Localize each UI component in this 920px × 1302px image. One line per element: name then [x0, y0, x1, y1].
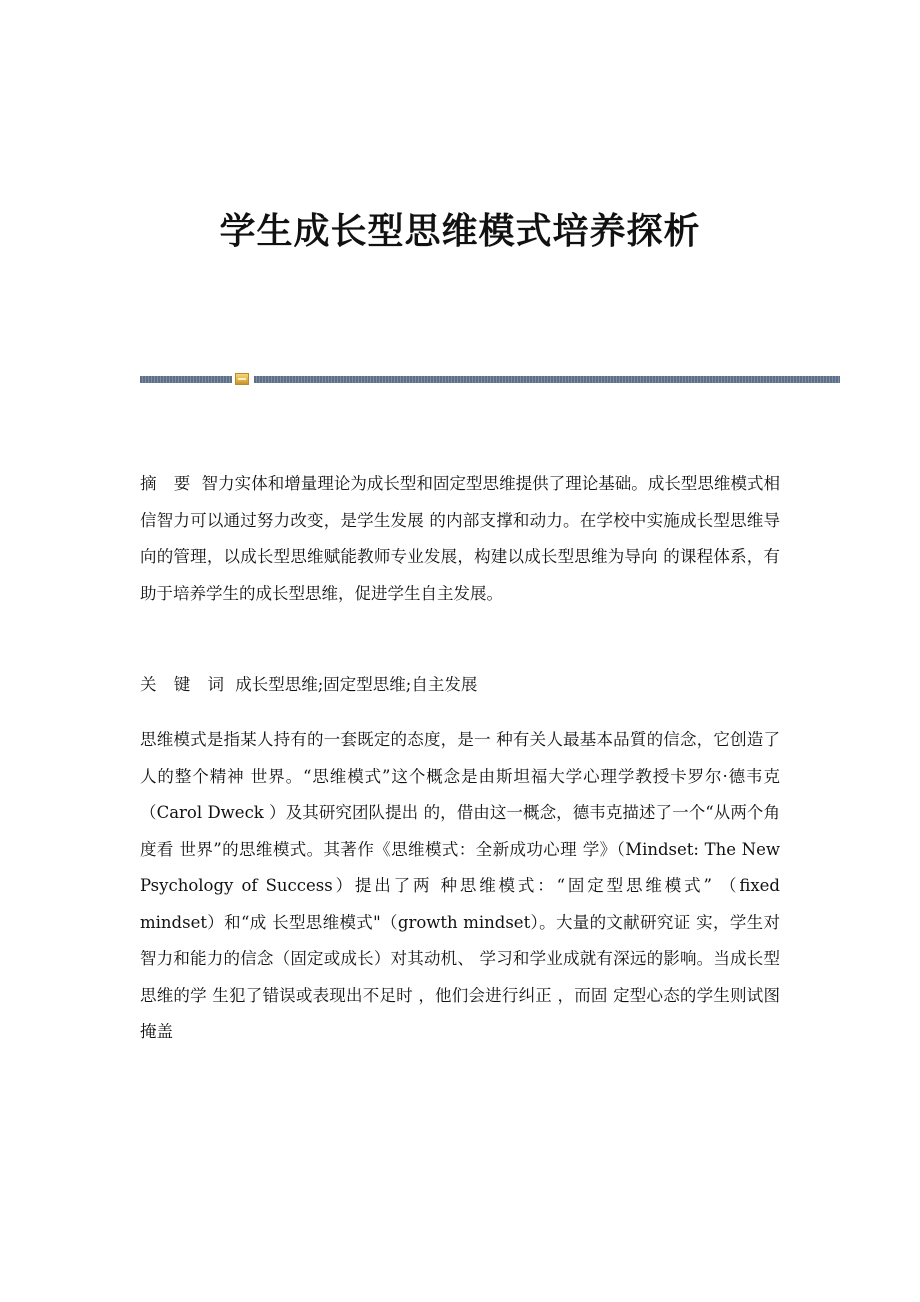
divider-bar-left — [140, 376, 232, 383]
keywords-label: 关 键 词 — [140, 675, 230, 694]
abstract-label: 摘 要 — [140, 474, 197, 493]
keywords-text: 成长型思维;固定型思维;自主发展 — [235, 675, 478, 694]
divider-bar-right — [254, 376, 840, 383]
title-divider — [140, 373, 840, 385]
abstract-paragraph — [140, 466, 780, 612]
abstract-text: 智力实体和增量理论为成长型和固定型思维提供了理论基础。成长型思维模式相信智力可以通过努力改变，是学生发展 的内部支撑和动力。在学校中实施成长型思维导向的管理，以成长型思维赋能教师专业发展，构建以成长型思维为导向 的课程体系，有助于培养学生的成长型思维，促进学生自主发展。 — [140, 474, 781, 603]
divider-emblem-icon — [235, 373, 249, 385]
keywords-line — [140, 667, 780, 704]
document-title: 学生成长型思维模式培养探析 — [219, 210, 701, 252]
body-paragraph: 思维模式是指某人持有的一套既定的态度，是一 种有关人最基本品質的信念，它创造了人的整个精神 世界。“思维模式”这个概念是由斯坦福大学心理学教授卡罗尔·德韦克（Carol Dweck ）及其研究团队提出 的，借由这一概念，德韦克描述了一个“从两个角度看 世界”的思维模式。其著作《思维模式：全新成功心理 学》（Mindset: The New Psychology of Success）提出了两 种思维模式：“固定型思维模式” （fixed mindset）和“成 长型思维模式"（growth mindset）。大量的文献研究证 实，学生对智力和能力的信念（固定或成长）对其动机、 学习和学业成就有深远的影响。当成长型思维的学 生犯了错误或表现出不足时 ，他们会进行纠正 ，而固 定型心态的学生则试图掩盖 — [140, 730, 780, 1041]
